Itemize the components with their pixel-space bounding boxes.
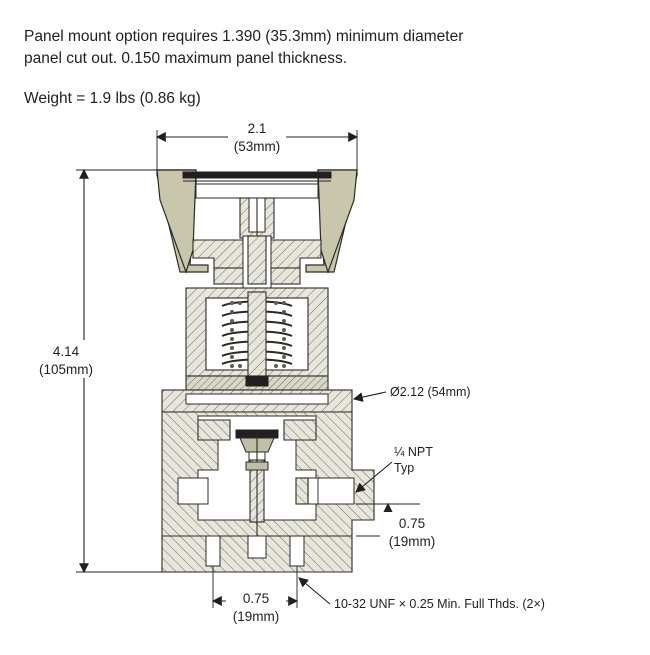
weight-note: Weight = 1.9 lbs (0.86 kg) — [24, 90, 201, 107]
dim-height-mm: (105mm) — [38, 362, 94, 377]
callout-npt-line-2: Typ — [394, 461, 415, 475]
knob-inner-cavity — [196, 184, 318, 198]
dim-width-inches: 2.1 — [247, 121, 267, 136]
valve-body — [162, 412, 374, 536]
spring-chamber — [186, 288, 328, 378]
base-mounting — [162, 536, 352, 572]
dimension-width — [157, 120, 357, 176]
center-bore — [248, 536, 266, 558]
callout-thread-spec-text: 10-32 UNF × 0.25 Min. Full Thds. (2×) — [334, 597, 545, 611]
dimension-bolt-spacing — [213, 566, 297, 624]
dim-width-mm: (53mm) — [233, 139, 281, 154]
spring-guide-stem — [248, 292, 266, 378]
panel-mount-note-line-1: Panel mount option requires 1.390 (35.3mm) minimum diameter — [24, 28, 464, 45]
dim-port-height-inches: 0.75 — [398, 516, 426, 531]
dim-bolt-spacing-mm: (19mm) — [232, 609, 280, 624]
callout-diameter-text: Ø2.12 (54mm) — [390, 385, 471, 399]
callout-thread-spec — [299, 578, 545, 611]
stem-lower — [248, 236, 266, 284]
knob-top-plate — [183, 172, 331, 178]
dim-port-height-mm: (19mm) — [388, 534, 436, 549]
mounting-hole-right — [290, 536, 304, 566]
panel-mount-note-line-2: panel cut out. 0.150 maximum panel thickness. — [24, 50, 348, 68]
dim-bolt-spacing-inches: 0.75 — [242, 591, 270, 606]
diaphragm-assembly — [162, 376, 352, 412]
dim-height-inches: 4.14 — [52, 344, 80, 359]
callout-npt-line-1: ¼ NPT — [394, 445, 433, 459]
callout-diameter — [354, 385, 471, 399]
npt-port-right — [296, 478, 354, 504]
mounting-hole-left — [206, 536, 220, 566]
npt-port-left — [178, 478, 208, 504]
